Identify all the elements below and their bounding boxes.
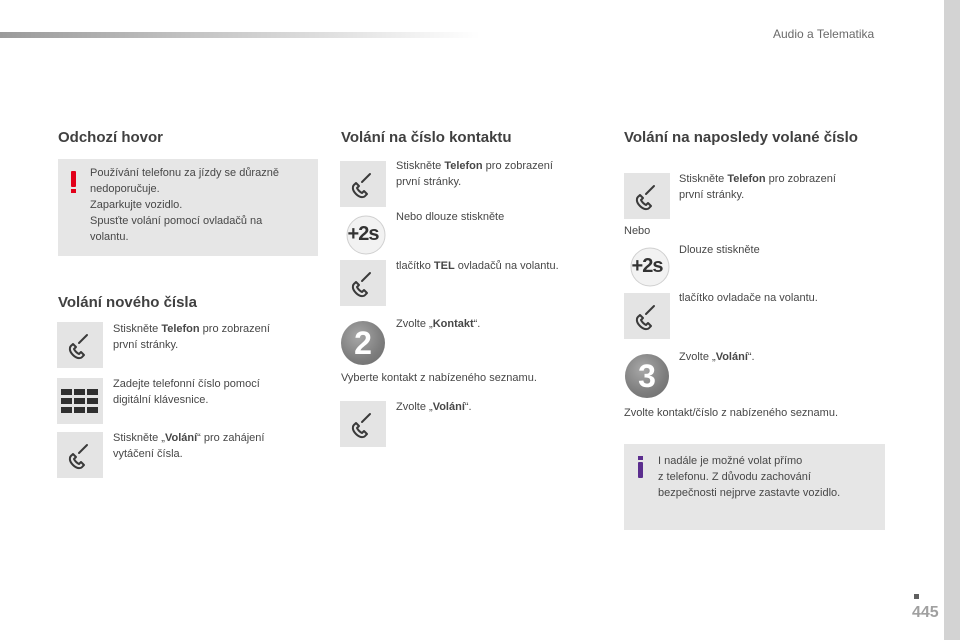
heading-last-number: Volání na naposledy volané číslo xyxy=(624,129,858,146)
page-edge-strip xyxy=(944,0,960,640)
hold-duration-label: +2s xyxy=(631,255,663,277)
heading-outgoing-call: Odchozí hovor xyxy=(58,129,163,146)
phone-icon xyxy=(340,401,386,447)
exclamation-icon xyxy=(71,171,77,193)
section-header: Audio a Telematika xyxy=(773,27,875,41)
info-box xyxy=(624,444,885,530)
phone-icon xyxy=(340,161,386,207)
phone-icon xyxy=(57,322,103,368)
step-press-phone: Stiskněte Telefon pro zobrazení první stránky. xyxy=(396,160,553,188)
or-label: Nebo xyxy=(624,225,651,237)
step-long-press: Dlouze stiskněte xyxy=(679,244,760,256)
step-choose-contact-number: Zvolte kontakt/číslo z nabízeného seznamu. xyxy=(624,407,839,419)
info-text: I nadále je možné volat přímo z telefonu. Z důvodu zachování bezpečnosti nejprve zastavte vozidlo. xyxy=(658,455,841,499)
warning-text: Používání telefonu za jízdy se důrazně nedoporučuje. Zaparkujte vozidlo. Spusťte volání pomocí ovladačů na volantu. xyxy=(90,167,279,243)
phone-icon xyxy=(340,260,386,306)
step-steering-button: tlačítko ovladače na volantu. xyxy=(679,292,818,304)
page-dot xyxy=(914,594,919,599)
step-long-press: Nebo dlouze stiskněte xyxy=(396,211,505,223)
hold-duration-label: +2s xyxy=(347,223,379,245)
phone-icon xyxy=(57,432,103,478)
long-press-2s-icon xyxy=(340,212,386,258)
phone-icon xyxy=(624,293,670,339)
top-gradient-bar xyxy=(0,32,480,38)
step-select-call: Zvolte „Volání“. xyxy=(396,401,472,413)
phone-icon xyxy=(624,173,670,219)
long-press-2s-icon xyxy=(624,244,670,290)
heading-new-number: Volání nového čísla xyxy=(58,294,197,311)
step-select-call: Zvolte „Volání“. xyxy=(679,351,755,363)
warning-box xyxy=(58,159,318,256)
info-icon xyxy=(638,456,644,478)
step-press-phone: Stiskněte Telefon pro zobrazení první stránky. xyxy=(113,323,270,351)
step-press-phone: Stiskněte Telefon pro zobrazení první stránky. xyxy=(679,173,836,201)
step-select-contact: Zvolte „Kontakt“. xyxy=(396,318,481,330)
step-number-badge: 2 xyxy=(341,321,385,365)
step-number-badge: 3 xyxy=(625,354,669,398)
page-number: 445 xyxy=(912,604,939,621)
step-tel-button: tlačítko TEL ovladačů na volantu. xyxy=(396,260,559,272)
step-choose-contact: Vyberte kontakt z nabízeného seznamu. xyxy=(341,372,537,384)
keypad-icon xyxy=(57,378,103,424)
step-press-call: Stiskněte „Volání“ pro zahájení vytáčení čísla. xyxy=(113,432,265,460)
step-enter-number: Zadejte telefonní číslo pomocí digitální klávesnice. xyxy=(113,378,260,406)
heading-call-contact: Volání na číslo kontaktu xyxy=(341,129,512,146)
